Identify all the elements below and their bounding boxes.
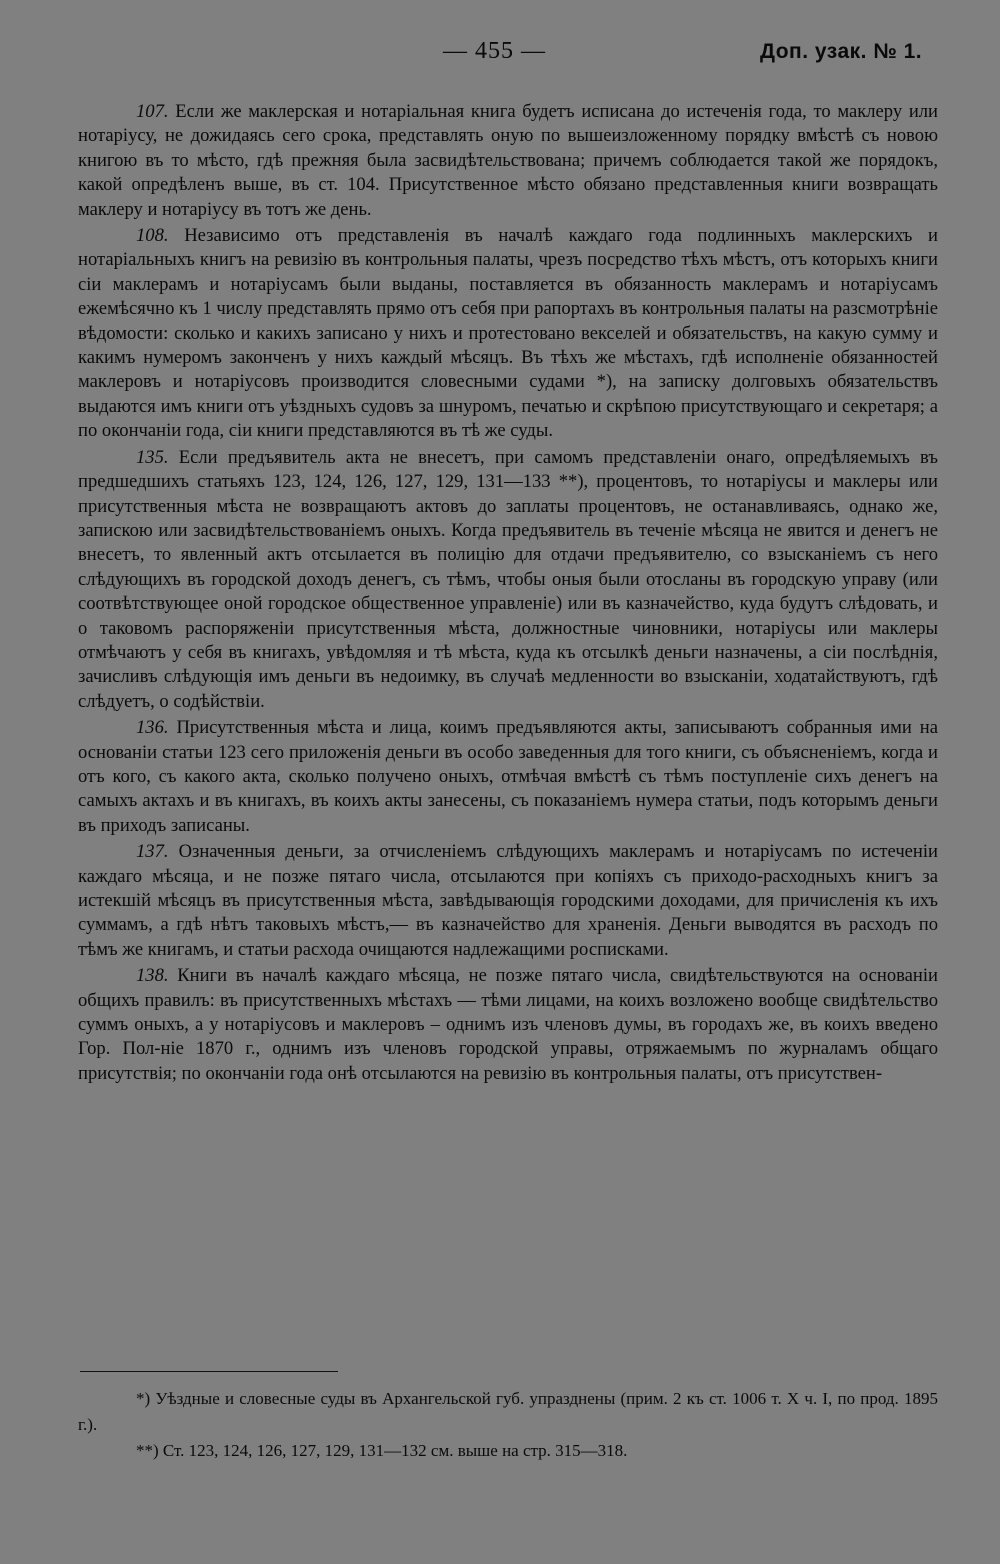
main-text bbox=[78, 100, 938, 1088]
article-text: Если же маклерская и нотаріальная книга будетъ исписана до истеченія года, то маклеру или нотаріусу, не дожидаясь сего срока, представлять оную по вышеизложенному порядку вмѣстѣ съ новою книгою въ то мѣсто, гдѣ прежняя была засвидѣтельствована; причемъ соблюдается такой же порядокъ, какой опредѣленъ выше, въ ст. 104. Присутственное мѣсто обязано представленныя книги возвращать маклеру и нотаріусу въ тотъ же день. bbox=[78, 101, 939, 220]
footnotes bbox=[78, 1386, 938, 1464]
article-number: 108. bbox=[136, 225, 169, 247]
article-text: Независимо отъ представленія въ началѣ каждаго года подлинныхъ маклерскихъ и нотаріальныхъ книгъ на ревизію въ контрольныя палаты, чрезъ посредство тѣхъ мѣстъ, отъ которыхъ книги сіи маклерамъ и нотаріусамъ были выданы, поставляется въ обязанность маклерамъ и нотаріусамъ ежемѣсячно къ 1 числу представлять прямо отъ себя при рапортахъ въ контрольныя палаты на разсмотрѣніе вѣдомости: сколько и какихъ записано у нихъ и протестовано векселей и обязательствъ, на какую сумму и какимъ нумеромъ законченъ у нихъ каждый мѣсяцъ. Въ тѣхъ же мѣстахъ, гдѣ исполненіе обязанностей маклеровъ и нотаріусовъ производится словесными судами *), на записку долговыхъ обязательствъ выдаются имъ книги отъ уѣздныхъ судовъ за шнуромъ, печатью и скрѣпою присутствующаго и секретаря; а по окончаніи года, сіи книги представляются въ тѣ же суды. bbox=[78, 225, 938, 442]
footnote-divider bbox=[80, 1371, 338, 1372]
article-text: Означенныя деньги, за отчисленіемъ слѣдующихъ маклерамъ и нотаріусамъ по истеченіи каждаго мѣсяца, и не позже пятаго числа, отсылаются при копіяхъ съ приходо-расходныхъ книгъ за истекшій мѣсяцъ въ присутственныя мѣста, завѣдывающія городскими доходами, для причисленія къ ихъ суммамъ, а гдѣ нѣтъ таковыхъ мѣстъ,— въ казначейство для храненія. Деньги выводятся въ расходъ по тѣмъ же книгамъ, и статьи расхода очищаются надлежащими росписками. bbox=[78, 841, 938, 960]
article-108 bbox=[78, 224, 938, 444]
section-reference: Доп. узак. № 1. bbox=[760, 40, 923, 63]
article-138 bbox=[78, 964, 938, 1086]
article-136 bbox=[78, 716, 938, 838]
page-number: — 455 — bbox=[443, 38, 546, 64]
article-number: 137. bbox=[136, 841, 169, 863]
article-number: 107. bbox=[136, 101, 169, 122]
article-text: Если предъявитель акта не внесетъ, при самомъ представленіи онаго, опредѣляемыхъ въ предшедшихъ статьяхъ 123, 124, 126, 127, 129, 131—133 **), процентовъ, то нотаріусы и маклеры или присутственныя мѣста не возвращаютъ актовъ до заплаты процентовъ, не останавливаясь, однако же, запискою или засвидѣтельствованіемъ оныхъ. Когда предъявитель въ теченіе мѣсяца не явится и денегъ не внесетъ, то явленный актъ отсылается въ полицію для отдачи предъявителю, со взысканіемъ съ него слѣдующихъ въ городской доходъ денегъ, съ тѣмъ, чтобы оныя были отосланы въ городскую управу (или соотвѣтствующее оной городское общественное управленіе) или въ казначейство, куда будутъ слѣдовать, и о таковомъ распоряженіи присутственныя мѣста, должностные чиновники, нотаріусы или маклеры отмѣчаютъ у себя въ книгахъ, увѣдомляя и тѣ мѣста, куда къ отсылкѣ деньги назначены, а сіи послѣднія, зачисливъ слѣдующія имъ деньги въ недоимку, въ случаѣ медленности во взысканіи, ходатайствуютъ, гдѣ слѣдуетъ, о содѣйствіи. bbox=[78, 446, 938, 712]
article-number: 136. bbox=[136, 717, 169, 739]
article-text: Присутственныя мѣста и лица, коимъ предъявляются акты, записываютъ собранныя ими на основаніи статьи 123 сего приложенія деньги въ особо заведенныя для того книги, съ объясненіемъ, когда и отъ кого, съ какого акта, сколько получено оныхъ, отмѣчая вмѣстѣ съ тѣмъ поступленіе сихъ денегъ на самыхъ актахъ и въ книгахъ, въ коихъ акты занесены, съ показаніемъ нумера статьи, подъ которымъ деньги въ приходъ записаны. bbox=[78, 717, 938, 836]
article-107 bbox=[78, 100, 938, 222]
footnote-1: *) Уѣздные и словесные суды въ Архангельской губ. упразднены (прим. 2 къ ст. 1006 т. X ч. I, по прод. 1895 г.). bbox=[78, 1389, 938, 1434]
article-number: 138. bbox=[136, 965, 169, 987]
footnote-2: **) Ст. 123, 124, 126, 127, 129, 131—132 см. выше на стр. 315—318. bbox=[136, 1441, 628, 1460]
article-number: 135. bbox=[136, 446, 169, 468]
article-137 bbox=[78, 840, 938, 962]
article-text: Книги въ началѣ каждаго мѣсяца, не позже пятаго числа, свидѣтельствуются на основаніи общихъ правилъ: въ присутственныхъ мѣстахъ — тѣми лицами, на коихъ возложено вообще свидѣтельство суммъ оныхъ, а у нотаріусовъ и маклеровъ – однимъ изъ членовъ думы, въ городахъ же, въ коихъ введено Гор. Пол-ніе 1870 г., однимъ изъ членовъ городской управы, отряжаемымъ по журналамъ общаго присутствія; по окончаніи года онѣ отсылаются на ревизію въ контрольныя палаты, отъ присутствен- bbox=[78, 965, 938, 1084]
page-header bbox=[0, 34, 1000, 74]
article-135 bbox=[78, 446, 938, 714]
